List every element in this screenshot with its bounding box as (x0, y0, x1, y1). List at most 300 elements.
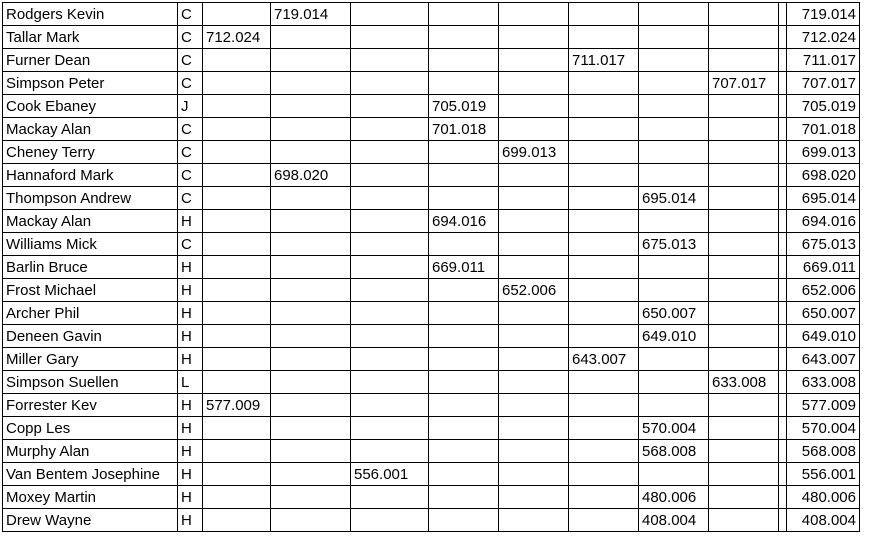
round-score-cell[interactable] (429, 394, 499, 417)
round-score-cell[interactable]: 652.006 (499, 279, 569, 302)
round-score-cell[interactable] (203, 302, 271, 325)
round-score-cell[interactable] (639, 394, 709, 417)
round-score-cell[interactable]: 669.011 (429, 256, 499, 279)
round-score-cell[interactable] (271, 486, 351, 509)
round-score-cell[interactable] (271, 417, 351, 440)
competitor-name-cell[interactable]: Cook Ebaney (3, 95, 178, 118)
class-cell[interactable]: H (178, 210, 203, 233)
round-score-cell[interactable]: 650.007 (639, 302, 709, 325)
total-score-cell[interactable]: 719.014 (787, 3, 860, 26)
round-score-cell[interactable] (351, 26, 429, 49)
class-cell[interactable]: H (178, 463, 203, 486)
round-score-cell[interactable] (429, 233, 499, 256)
round-score-cell[interactable] (639, 463, 709, 486)
round-score-cell[interactable] (351, 509, 429, 532)
round-score-cell[interactable] (429, 164, 499, 187)
round-score-cell[interactable] (271, 49, 351, 72)
round-score-cell[interactable]: 643.007 (569, 348, 639, 371)
round-score-cell[interactable] (203, 72, 271, 95)
round-score-cell[interactable] (351, 440, 429, 463)
competitor-name-cell[interactable]: Murphy Alan (3, 440, 178, 463)
table-row (3, 95, 860, 118)
round-score-cell[interactable] (271, 141, 351, 164)
round-score-cell[interactable] (429, 187, 499, 210)
class-cell[interactable]: C (178, 141, 203, 164)
total-score-cell[interactable]: 701.018 (787, 118, 860, 141)
class-cell[interactable]: C (178, 187, 203, 210)
round-score-cell[interactable]: 675.013 (639, 233, 709, 256)
round-score-cell[interactable] (709, 210, 779, 233)
round-score-cell[interactable] (351, 187, 429, 210)
round-score-cell[interactable] (709, 118, 779, 141)
total-score-cell[interactable]: 699.013 (787, 141, 860, 164)
round-score-cell[interactable] (429, 440, 499, 463)
round-score-cell[interactable] (779, 210, 787, 233)
round-score-cell[interactable] (203, 440, 271, 463)
round-score-cell[interactable] (709, 95, 779, 118)
round-score-cell[interactable] (709, 187, 779, 210)
results-rows (3, 3, 860, 532)
round-score-cell[interactable] (569, 325, 639, 348)
round-score-cell[interactable] (709, 49, 779, 72)
total-score-cell[interactable]: 650.007 (787, 302, 860, 325)
table-row (3, 509, 860, 532)
round-score-cell[interactable] (351, 348, 429, 371)
total-score-cell[interactable]: 712.024 (787, 26, 860, 49)
round-score-cell[interactable] (709, 302, 779, 325)
table-row (3, 187, 860, 210)
total-score-cell[interactable]: 669.011 (787, 256, 860, 279)
round-score-cell[interactable] (569, 417, 639, 440)
round-score-cell[interactable] (429, 3, 499, 26)
round-score-cell[interactable] (351, 486, 429, 509)
round-score-cell[interactable] (779, 394, 787, 417)
round-score-cell[interactable] (499, 348, 569, 371)
round-score-cell[interactable] (271, 72, 351, 95)
round-score-cell[interactable] (351, 141, 429, 164)
class-cell[interactable]: C (178, 72, 203, 95)
round-score-cell[interactable] (271, 302, 351, 325)
round-score-cell[interactable] (499, 440, 569, 463)
round-score-cell[interactable] (499, 325, 569, 348)
round-score-cell[interactable] (569, 26, 639, 49)
round-score-cell[interactable] (499, 233, 569, 256)
round-score-cell[interactable] (779, 49, 787, 72)
round-score-cell[interactable] (499, 463, 569, 486)
competitor-name-cell[interactable]: Frost Michael (3, 279, 178, 302)
competitor-name-cell[interactable]: Thompson Andrew (3, 187, 178, 210)
round-score-cell[interactable] (779, 164, 787, 187)
round-score-cell[interactable] (779, 417, 787, 440)
table-row (3, 72, 860, 95)
total-score-cell[interactable]: 707.017 (787, 72, 860, 95)
round-score-cell[interactable] (779, 348, 787, 371)
round-score-cell[interactable] (709, 509, 779, 532)
round-score-cell[interactable] (709, 141, 779, 164)
round-score-cell[interactable] (709, 279, 779, 302)
round-score-cell[interactable] (569, 233, 639, 256)
round-score-cell[interactable] (429, 486, 499, 509)
results-table (2, 2, 860, 532)
competitor-name-cell[interactable]: Tallar Mark (3, 26, 178, 49)
round-score-cell[interactable] (569, 279, 639, 302)
round-score-cell[interactable] (639, 371, 709, 394)
round-score-cell[interactable] (351, 118, 429, 141)
round-score-cell[interactable] (203, 49, 271, 72)
round-score-cell[interactable]: 705.019 (429, 95, 499, 118)
round-score-cell[interactable] (569, 164, 639, 187)
round-score-cell[interactable] (709, 3, 779, 26)
round-score-cell[interactable] (271, 348, 351, 371)
total-score-cell[interactable]: 652.006 (787, 279, 860, 302)
round-score-cell[interactable] (709, 164, 779, 187)
competitor-name-cell[interactable]: Moxey Martin (3, 486, 178, 509)
class-cell[interactable]: C (178, 233, 203, 256)
round-score-cell[interactable] (351, 302, 429, 325)
competitor-name-cell[interactable]: Copp Les (3, 417, 178, 440)
round-score-cell[interactable] (569, 394, 639, 417)
round-score-cell[interactable] (779, 3, 787, 26)
round-score-cell[interactable] (639, 348, 709, 371)
round-score-cell[interactable] (429, 417, 499, 440)
total-score-cell[interactable]: 675.013 (787, 233, 860, 256)
round-score-cell[interactable] (779, 371, 787, 394)
competitor-name-cell[interactable]: Barlin Bruce (3, 256, 178, 279)
total-score-cell[interactable]: 643.007 (787, 348, 860, 371)
round-score-cell[interactable] (203, 164, 271, 187)
round-score-cell[interactable] (203, 233, 271, 256)
round-score-cell[interactable] (499, 187, 569, 210)
round-score-cell[interactable] (203, 187, 271, 210)
round-score-cell[interactable] (709, 233, 779, 256)
total-score-cell[interactable]: 649.010 (787, 325, 860, 348)
table-row (3, 256, 860, 279)
round-score-cell[interactable]: 480.006 (639, 486, 709, 509)
round-score-cell[interactable] (639, 118, 709, 141)
round-score-cell[interactable] (779, 302, 787, 325)
round-score-cell[interactable] (709, 26, 779, 49)
round-score-cell[interactable] (499, 164, 569, 187)
round-score-cell[interactable] (351, 49, 429, 72)
round-score-cell[interactable] (429, 141, 499, 164)
competitor-name-cell[interactable]: Deneen Gavin (3, 325, 178, 348)
round-score-cell[interactable] (271, 463, 351, 486)
round-score-cell[interactable] (271, 233, 351, 256)
class-cell[interactable]: J (178, 95, 203, 118)
round-score-cell[interactable] (639, 3, 709, 26)
round-score-cell[interactable]: 649.010 (639, 325, 709, 348)
table-row (3, 233, 860, 256)
round-score-cell[interactable] (569, 72, 639, 95)
round-score-cell[interactable] (271, 325, 351, 348)
round-score-cell[interactable] (639, 279, 709, 302)
competitor-name-cell[interactable]: Mackay Alan (3, 118, 178, 141)
round-score-cell[interactable] (351, 325, 429, 348)
round-score-cell[interactable] (569, 3, 639, 26)
round-score-cell[interactable] (203, 256, 271, 279)
round-score-cell[interactable] (569, 210, 639, 233)
round-score-cell[interactable] (429, 509, 499, 532)
competitor-name-cell[interactable]: Simpson Peter (3, 72, 178, 95)
round-score-cell[interactable]: 633.008 (709, 371, 779, 394)
table-row (3, 463, 860, 486)
competitor-name-cell[interactable]: Forrester Kev (3, 394, 178, 417)
class-cell[interactable]: L (178, 371, 203, 394)
round-score-cell[interactable] (499, 486, 569, 509)
class-cell[interactable]: C (178, 26, 203, 49)
round-score-cell[interactable] (499, 371, 569, 394)
competitor-name-cell[interactable]: Hannaford Mark (3, 164, 178, 187)
round-score-cell[interactable]: 701.018 (429, 118, 499, 141)
round-score-cell[interactable] (351, 279, 429, 302)
round-score-cell[interactable] (429, 72, 499, 95)
round-score-cell[interactable] (779, 279, 787, 302)
round-score-cell[interactable] (351, 256, 429, 279)
total-score-cell[interactable]: 694.016 (787, 210, 860, 233)
class-cell[interactable]: H (178, 302, 203, 325)
round-score-cell[interactable] (499, 256, 569, 279)
round-score-cell[interactable] (429, 26, 499, 49)
class-cell[interactable]: H (178, 440, 203, 463)
round-score-cell[interactable] (499, 3, 569, 26)
competitor-name-cell[interactable]: Rodgers Kevin (3, 3, 178, 26)
class-cell[interactable]: C (178, 3, 203, 26)
round-score-cell[interactable]: 699.013 (499, 141, 569, 164)
class-cell[interactable]: H (178, 348, 203, 371)
round-score-cell[interactable] (779, 95, 787, 118)
round-score-cell[interactable] (351, 233, 429, 256)
round-score-cell[interactable] (351, 164, 429, 187)
round-score-cell[interactable] (569, 371, 639, 394)
table-row (3, 279, 860, 302)
round-score-cell[interactable] (709, 325, 779, 348)
round-score-cell[interactable] (429, 348, 499, 371)
round-score-cell[interactable] (709, 486, 779, 509)
competitor-name-cell[interactable]: Williams Mick (3, 233, 178, 256)
round-score-cell[interactable] (779, 256, 787, 279)
round-score-cell[interactable] (351, 210, 429, 233)
round-score-cell[interactable] (271, 394, 351, 417)
round-score-cell[interactable] (709, 417, 779, 440)
competitor-name-cell[interactable]: Cheney Terry (3, 141, 178, 164)
round-score-cell[interactable]: 408.004 (639, 509, 709, 532)
class-cell[interactable]: H (178, 325, 203, 348)
total-score-cell[interactable]: 556.001 (787, 463, 860, 486)
round-score-cell[interactable] (351, 394, 429, 417)
round-score-cell[interactable] (429, 49, 499, 72)
round-score-cell[interactable] (429, 463, 499, 486)
total-score-cell[interactable]: 570.004 (787, 417, 860, 440)
round-score-cell[interactable] (639, 72, 709, 95)
round-score-cell[interactable]: 577.009 (203, 394, 271, 417)
round-score-cell[interactable] (779, 509, 787, 532)
round-score-cell[interactable] (271, 371, 351, 394)
class-cell[interactable]: H (178, 417, 203, 440)
round-score-cell[interactable] (639, 26, 709, 49)
class-cell[interactable]: C (178, 49, 203, 72)
total-score-cell[interactable]: 480.006 (787, 486, 860, 509)
round-score-cell[interactable] (779, 463, 787, 486)
round-score-cell[interactable]: 556.001 (351, 463, 429, 486)
round-score-cell[interactable] (499, 417, 569, 440)
round-score-cell[interactable] (569, 302, 639, 325)
round-score-cell[interactable] (203, 3, 271, 26)
round-score-cell[interactable] (569, 256, 639, 279)
total-score-cell[interactable]: 408.004 (787, 509, 860, 532)
table-row (3, 118, 860, 141)
round-score-cell[interactable] (271, 187, 351, 210)
round-score-cell[interactable] (569, 486, 639, 509)
round-score-cell[interactable] (499, 26, 569, 49)
table-row (3, 164, 860, 187)
round-score-cell[interactable]: 694.016 (429, 210, 499, 233)
round-score-cell[interactable] (203, 371, 271, 394)
competitor-name-cell[interactable]: Simpson Suellen (3, 371, 178, 394)
round-score-cell[interactable] (569, 187, 639, 210)
table-row (3, 141, 860, 164)
round-score-cell[interactable] (351, 72, 429, 95)
competitor-name-cell[interactable]: Drew Wayne (3, 509, 178, 532)
round-score-cell[interactable] (779, 440, 787, 463)
round-score-cell[interactable] (639, 49, 709, 72)
class-cell[interactable]: H (178, 279, 203, 302)
round-score-cell[interactable]: 570.004 (639, 417, 709, 440)
round-score-cell[interactable] (639, 210, 709, 233)
round-score-cell[interactable] (779, 141, 787, 164)
round-score-cell[interactable] (639, 256, 709, 279)
round-score-cell[interactable] (203, 325, 271, 348)
round-score-cell[interactable]: 711.017 (569, 49, 639, 72)
round-score-cell[interactable] (499, 118, 569, 141)
total-score-cell[interactable]: 711.017 (787, 49, 860, 72)
round-score-cell[interactable] (429, 371, 499, 394)
round-score-cell[interactable] (203, 463, 271, 486)
round-score-cell[interactable] (779, 72, 787, 95)
round-score-cell[interactable] (203, 210, 271, 233)
round-score-cell[interactable] (499, 72, 569, 95)
class-cell[interactable]: C (178, 118, 203, 141)
round-score-cell[interactable] (569, 440, 639, 463)
round-score-cell[interactable] (709, 463, 779, 486)
round-score-cell[interactable] (271, 279, 351, 302)
round-score-cell[interactable] (779, 26, 787, 49)
table-row (3, 394, 860, 417)
round-score-cell[interactable] (271, 210, 351, 233)
competitor-name-cell[interactable]: Archer Phil (3, 302, 178, 325)
round-score-cell[interactable] (271, 256, 351, 279)
round-score-cell[interactable] (203, 348, 271, 371)
round-score-cell[interactable] (271, 26, 351, 49)
round-score-cell[interactable] (639, 164, 709, 187)
table-row (3, 417, 860, 440)
round-score-cell[interactable] (271, 509, 351, 532)
round-score-cell[interactable] (271, 95, 351, 118)
class-cell[interactable]: H (178, 486, 203, 509)
round-score-cell[interactable] (499, 302, 569, 325)
round-score-cell[interactable] (569, 118, 639, 141)
table-row (3, 348, 860, 371)
round-score-cell[interactable] (499, 509, 569, 532)
round-score-cell[interactable] (779, 233, 787, 256)
round-score-cell[interactable] (499, 95, 569, 118)
round-score-cell[interactable] (709, 348, 779, 371)
round-score-cell[interactable] (429, 279, 499, 302)
round-score-cell[interactable] (569, 509, 639, 532)
total-score-cell[interactable]: 705.019 (787, 95, 860, 118)
total-score-cell[interactable]: 698.020 (787, 164, 860, 187)
round-score-cell[interactable] (271, 118, 351, 141)
round-score-cell[interactable] (271, 440, 351, 463)
competitor-name-cell[interactable]: Miller Gary (3, 348, 178, 371)
round-score-cell[interactable] (709, 394, 779, 417)
round-score-cell[interactable] (351, 3, 429, 26)
competitor-name-cell[interactable]: Van Bentem Josephine (3, 463, 178, 486)
round-score-cell[interactable] (429, 325, 499, 348)
round-score-cell[interactable] (779, 187, 787, 210)
round-score-cell[interactable] (499, 210, 569, 233)
round-score-cell[interactable]: 719.014 (271, 3, 351, 26)
round-score-cell[interactable] (569, 95, 639, 118)
total-score-cell[interactable]: 568.008 (787, 440, 860, 463)
table-row (3, 371, 860, 394)
round-score-cell[interactable] (203, 486, 271, 509)
round-score-cell[interactable] (499, 49, 569, 72)
table-row (3, 325, 860, 348)
round-score-cell[interactable] (709, 440, 779, 463)
round-score-cell[interactable] (351, 95, 429, 118)
round-score-cell[interactable] (203, 509, 271, 532)
round-score-cell[interactable] (779, 486, 787, 509)
round-score-cell[interactable]: 698.020 (271, 164, 351, 187)
round-score-cell[interactable]: 568.008 (639, 440, 709, 463)
competitor-name-cell[interactable]: Mackay Alan (3, 210, 178, 233)
total-score-cell[interactable]: 633.008 (787, 371, 860, 394)
round-score-cell[interactable] (779, 325, 787, 348)
round-score-cell[interactable] (351, 417, 429, 440)
total-score-cell[interactable]: 695.014 (787, 187, 860, 210)
class-cell[interactable]: H (178, 256, 203, 279)
round-score-cell[interactable] (779, 118, 787, 141)
competitor-name-cell[interactable]: Furner Dean (3, 49, 178, 72)
round-score-cell[interactable]: 707.017 (709, 72, 779, 95)
class-cell[interactable]: H (178, 394, 203, 417)
total-score-cell[interactable]: 577.009 (787, 394, 860, 417)
round-score-cell[interactable]: 712.024 (203, 26, 271, 49)
round-score-cell[interactable]: 695.014 (639, 187, 709, 210)
round-score-cell[interactable] (639, 95, 709, 118)
round-score-cell[interactable] (709, 256, 779, 279)
round-score-cell[interactable] (351, 371, 429, 394)
round-score-cell[interactable] (203, 95, 271, 118)
table-row (3, 302, 860, 325)
round-score-cell[interactable] (569, 463, 639, 486)
round-score-cell[interactable] (203, 417, 271, 440)
round-score-cell[interactable] (429, 302, 499, 325)
round-score-cell[interactable] (639, 141, 709, 164)
round-score-cell[interactable] (203, 279, 271, 302)
table-row (3, 440, 860, 463)
table-row (3, 26, 860, 49)
round-score-cell[interactable] (203, 118, 271, 141)
round-score-cell[interactable] (499, 394, 569, 417)
class-cell[interactable]: H (178, 509, 203, 532)
round-score-cell[interactable] (203, 141, 271, 164)
table-row (3, 3, 860, 26)
class-cell[interactable]: C (178, 164, 203, 187)
round-score-cell[interactable] (569, 141, 639, 164)
table-row (3, 486, 860, 509)
table-row (3, 210, 860, 233)
